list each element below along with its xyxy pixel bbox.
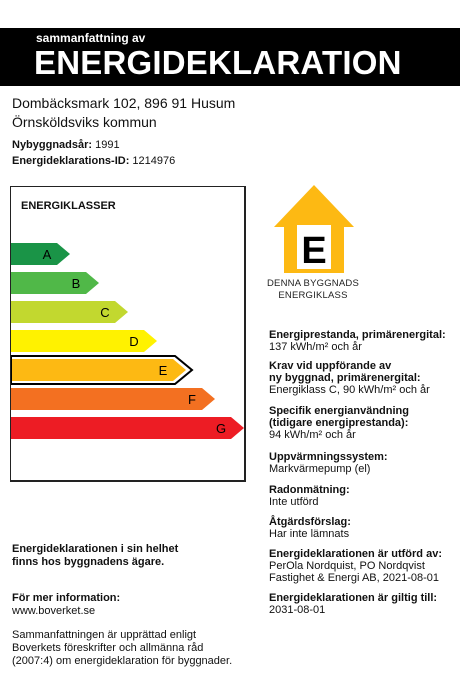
energy-class-letter-g: G — [215, 421, 227, 436]
declaration-id-value: 1214976 — [132, 155, 176, 167]
valid-until-label: Energideklarationen är giltig till: — [269, 592, 438, 604]
owner-note-2: finns hos byggnadens ägare. — [12, 556, 165, 568]
build-year-row — [12, 139, 120, 151]
building-class-caption-1: DENNA BYGGNADS — [266, 278, 359, 289]
new-building-req-value: Energiklass C, 90 kWh/m² och år — [269, 384, 430, 396]
energy-class-e — [11, 356, 192, 384]
build-year-label: Nybyggnadsår: — [12, 139, 93, 151]
energy-class-bar-c — [11, 301, 128, 323]
document-header — [0, 28, 460, 86]
declaration-id-row — [12, 155, 175, 167]
build-year-value: 1991 — [95, 139, 120, 151]
energy-class-letter-f: F — [188, 392, 196, 407]
energy-class-letter-c: C — [100, 305, 110, 320]
energy-class-f — [11, 388, 215, 410]
legal-note-3: (2007:4) om energideklaration för byggnader. — [12, 655, 233, 667]
performed-by-line-2: Fastighet & Energi AB, 2021-08-01 — [269, 572, 439, 584]
energy-class-letter-e: E — [158, 363, 168, 378]
new-building-req-label-2: ny byggnad, primärenergital: — [269, 372, 421, 384]
energy-class-d — [11, 330, 157, 352]
measures-value: Har inte lämnats — [269, 528, 350, 540]
energy-class-bar-a — [11, 243, 70, 265]
performed-by-line-1: PerOla Nordquist, PO Nordqvist — [269, 560, 425, 572]
primary-energy-label: Energiprestanda, primärenergital: — [269, 329, 446, 341]
heating-label: Uppvärmningssystem: — [269, 451, 388, 463]
energy-class-a — [11, 243, 70, 265]
energy-class-letter-d: D — [129, 334, 139, 349]
energy-class-c — [11, 301, 128, 323]
measures-label: Åtgärdsförslag: — [269, 516, 351, 528]
specific-energy-label-1: Specifik energianvändning — [269, 405, 409, 417]
property-municipality: Örnsköldsviks kommun — [12, 114, 157, 130]
property-address: Dombäcksmark 102, 896 91 Husum — [12, 95, 236, 111]
radon-label: Radonmätning: — [269, 484, 350, 496]
header-title: ENERGIDEKLARATION — [34, 44, 402, 81]
legal-note-1: Sammanfattningen är upprättad enligt — [12, 629, 197, 641]
energy-classes-panel — [10, 186, 246, 482]
energy-class-bar-f — [11, 388, 215, 410]
radon-value: Inte utförd — [269, 496, 319, 508]
more-info-label: För mer information: — [12, 592, 121, 604]
building-class-caption-2: ENERGIKLASS — [278, 290, 348, 301]
more-info-link[interactable]: www.boverket.se — [12, 605, 96, 617]
new-building-req-label-1: Krav vid uppförande av — [269, 360, 392, 372]
energy-class-letter-a: A — [42, 247, 52, 262]
energy-class-g — [11, 417, 244, 439]
building-class-house-icon — [272, 183, 356, 275]
energy-class-bar-b — [11, 272, 99, 294]
declaration-id-label: Energideklarations-ID: — [12, 155, 130, 167]
header-subtitle: sammanfattning av — [36, 31, 146, 45]
heating-value: Markvärmepump (el) — [269, 463, 371, 475]
owner-note-1: Energideklarationen i sin helhet — [12, 543, 179, 555]
legal-note-2: Boverkets föreskrifter och allmänna råd — [12, 642, 204, 654]
valid-until-value: 2031-08-01 — [269, 604, 326, 616]
energy-class-b — [11, 272, 99, 294]
primary-energy-value: 137 kWh/m² och år — [269, 341, 362, 353]
specific-energy-value: 94 kWh/m² och år — [269, 429, 356, 441]
specific-energy-label-2: (tidigare energiprestanda): — [269, 417, 409, 429]
energy-classes-title: ENERGIKLASSER — [21, 200, 116, 212]
energy-class-scale — [11, 187, 245, 480]
energy-class-letter-b: B — [71, 276, 81, 291]
building-class-letter: E — [301, 230, 327, 272]
performed-by-label: Energideklarationen är utförd av: — [269, 548, 442, 560]
energy-class-bar-g — [11, 417, 244, 439]
